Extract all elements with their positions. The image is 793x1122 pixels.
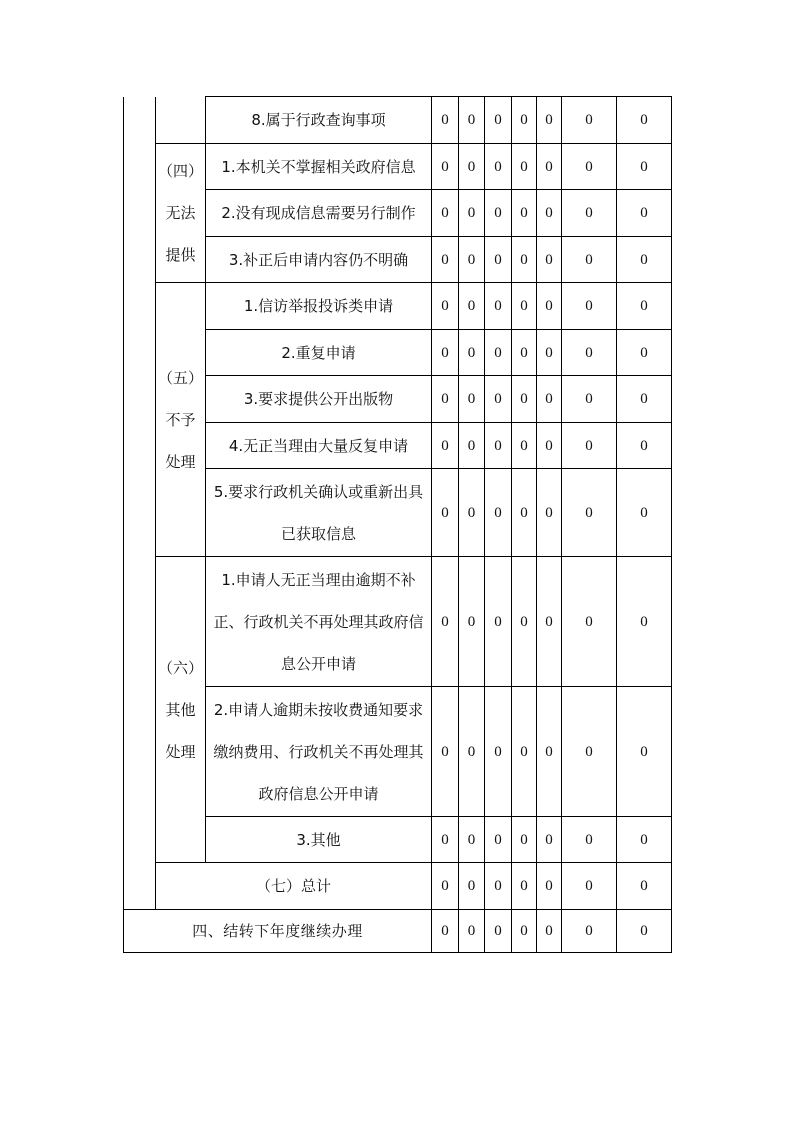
value-cell: 0 [562,423,617,469]
value-cell: 0 [562,97,617,144]
value-cell: 0 [562,557,617,687]
value-cell: 0 [459,687,485,817]
value-cell: 0 [512,423,537,469]
item-description: 4.无正当理由大量反复申请 [206,423,432,469]
value-cell: 0 [537,469,562,557]
value-cell: 0 [485,237,512,283]
table-row [124,469,672,557]
value-cell: 0 [512,330,537,376]
category-line: （四） [157,162,203,180]
value-cell: 0 [512,237,537,283]
value-cell: 0 [459,423,485,469]
table-row [124,190,672,237]
value-cell: 0 [512,283,537,330]
table-row [124,557,672,687]
value-cell: 0 [485,469,512,557]
value-cell: 0 [485,190,512,237]
value-cell: 0 [617,97,672,144]
value-cell: 0 [485,376,512,423]
carry-over-label: 四、结转下年度继续办理 [124,910,432,953]
category-label-cat6 [156,557,206,863]
value-cell: 0 [512,97,537,144]
table-row [124,97,672,144]
item-description: 5.要求行政机关确认或重新出具已获取信息 [206,469,432,557]
item-description: 2.重复申请 [206,330,432,376]
value-cell: 0 [562,330,617,376]
value-cell: 0 [512,557,537,687]
value-cell: 0 [512,687,537,817]
category-label-cat4 [156,144,206,283]
value-cell: 0 [485,557,512,687]
value-cell: 0 [432,469,459,557]
value-cell: 0 [485,423,512,469]
category-line: （五） [157,368,203,387]
value-cell: 0 [562,910,617,953]
value-cell: 0 [512,190,537,237]
value-cell: 0 [562,817,617,863]
value-cell: 0 [537,423,562,469]
table-row [124,423,672,469]
value-cell: 0 [459,910,485,953]
value-cell: 0 [512,863,537,910]
item-description: 8.属于行政查询事项 [206,97,432,144]
value-cell: 0 [617,817,672,863]
value-cell: 0 [432,330,459,376]
table-row [124,144,672,190]
value-cell: 0 [562,376,617,423]
item-description: 1.本机关不掌握相关政府信息 [206,144,432,190]
value-cell: 0 [512,817,537,863]
item-description: 2.申请人逾期未按收费通知要求缴纳费用、行政机关不再处理其政府信息公开申请 [206,687,432,817]
value-cell: 0 [537,817,562,863]
value-cell: 0 [617,423,672,469]
item-description: 3.其他 [206,817,432,863]
value-cell: 0 [432,237,459,283]
value-cell: 0 [459,863,485,910]
value-cell: 0 [617,330,672,376]
value-cell: 0 [432,817,459,863]
value-cell: 0 [459,557,485,687]
value-cell: 0 [537,557,562,687]
table-row [124,687,672,817]
value-cell: 0 [432,687,459,817]
value-cell: 0 [617,283,672,330]
category-line: （六） [157,658,203,677]
value-cell: 0 [459,330,485,376]
table-row [124,283,672,330]
value-cell: 0 [562,469,617,557]
value-cell: 0 [617,469,672,557]
value-cell: 0 [485,144,512,190]
value-cell: 0 [459,144,485,190]
value-cell: 0 [537,283,562,330]
total-label: （七）总计 [156,863,432,910]
value-cell: 0 [537,910,562,953]
value-cell: 0 [432,423,459,469]
value-cell: 0 [485,863,512,910]
value-cell: 0 [485,687,512,817]
value-cell: 0 [485,817,512,863]
category-cell-empty [156,97,206,144]
value-cell: 0 [432,283,459,330]
value-cell: 0 [617,190,672,237]
value-cell: 0 [512,469,537,557]
category-line: 提供 [165,246,196,264]
value-cell: 0 [432,863,459,910]
value-cell: 0 [537,687,562,817]
category-line: 其他 [165,700,196,719]
value-cell: 0 [512,910,537,953]
value-cell: 0 [432,376,459,423]
value-cell: 0 [562,190,617,237]
item-description: 3.要求提供公开出版物 [206,376,432,423]
value-cell: 0 [512,376,537,423]
item-description: 2.没有现成信息需要另行制作 [206,190,432,237]
value-cell: 0 [432,557,459,687]
value-cell: 0 [459,469,485,557]
table-row [124,330,672,376]
value-cell: 0 [562,863,617,910]
category-line: 处理 [165,452,196,471]
value-cell: 0 [617,863,672,910]
value-cell: 0 [537,190,562,237]
value-cell: 0 [562,283,617,330]
value-cell: 0 [537,376,562,423]
value-cell: 0 [432,97,459,144]
value-cell: 0 [537,237,562,283]
category-line: 无法 [165,204,196,222]
value-cell: 0 [432,190,459,237]
value-cell: 0 [485,97,512,144]
value-cell: 0 [562,144,617,190]
category-line: 不予 [165,410,196,429]
value-cell: 0 [617,376,672,423]
value-cell: 0 [537,330,562,376]
table-row [124,863,672,910]
item-description: 1.申请人无正当理由逾期不补正、行政机关不再处理其政府信息公开申请 [206,557,432,687]
value-cell: 0 [459,97,485,144]
statistics-table [123,96,672,953]
value-cell: 0 [562,237,617,283]
value-cell: 0 [459,237,485,283]
value-cell: 0 [485,910,512,953]
value-cell: 0 [617,144,672,190]
value-cell: 0 [432,910,459,953]
value-cell: 0 [459,283,485,330]
value-cell: 0 [459,817,485,863]
value-cell: 0 [459,190,485,237]
table-row [124,910,672,953]
category-line: 处理 [165,742,196,761]
left-margin-cell [124,97,156,910]
value-cell: 0 [485,283,512,330]
item-description: 3.补正后申请内容仍不明确 [206,237,432,283]
item-description: 1.信访举报投诉类申请 [206,283,432,330]
value-cell: 0 [537,144,562,190]
value-cell: 0 [432,144,459,190]
table-row [124,237,672,283]
value-cell: 0 [537,863,562,910]
value-cell: 0 [617,687,672,817]
value-cell: 0 [617,910,672,953]
value-cell: 0 [562,687,617,817]
value-cell: 0 [617,237,672,283]
value-cell: 0 [512,144,537,190]
value-cell: 0 [485,330,512,376]
category-label-cat5 [156,283,206,557]
value-cell: 0 [617,557,672,687]
value-cell: 0 [459,376,485,423]
value-cell: 0 [537,97,562,144]
table-row [124,817,672,863]
table-row [124,376,672,423]
